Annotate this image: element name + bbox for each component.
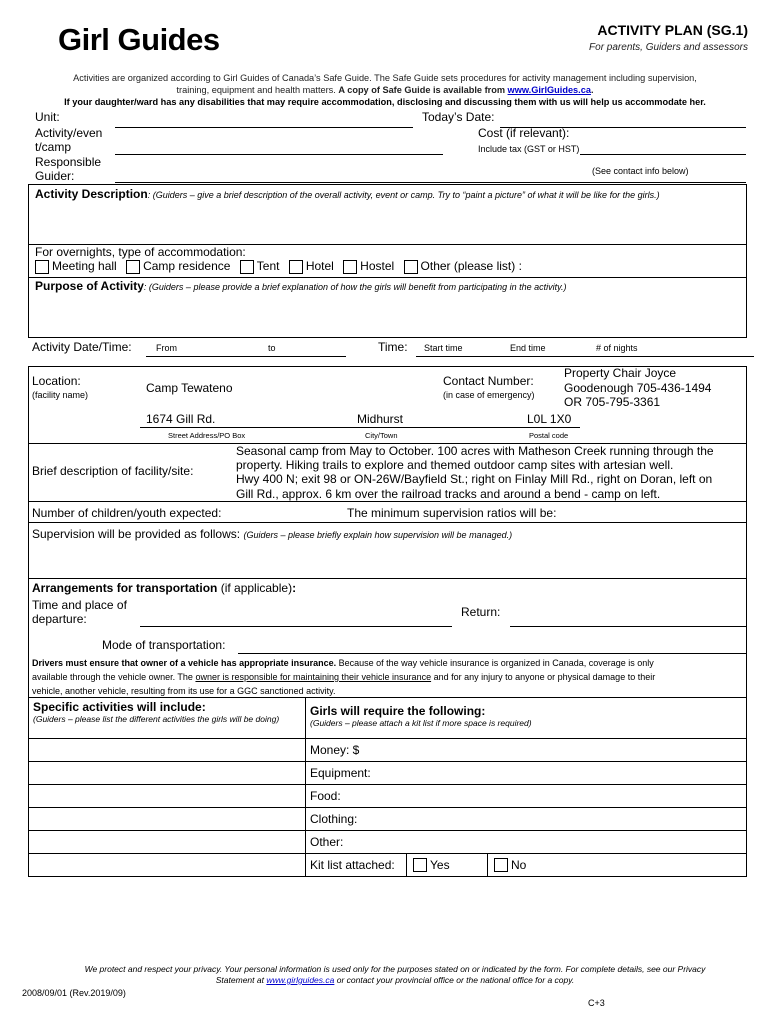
meeting-hall-checkbox[interactable] <box>35 260 49 274</box>
supervision-box[interactable] <box>28 522 747 579</box>
contact-number-sublabel: (in case of emergency) <box>443 390 535 400</box>
table-row <box>29 831 747 854</box>
tent-checkbox[interactable] <box>240 260 254 274</box>
camp-residence-checkbox[interactable] <box>126 260 140 274</box>
girls-require-header: Girls will require the following: (Guiders – please attach a kit list if more space is required) <box>306 698 747 739</box>
from-label: From <box>156 343 177 353</box>
unit-label: Unit: <box>35 110 60 124</box>
nights-label: # of nights <box>596 343 638 353</box>
accommodation-options: Meeting hall Camp residence Tent Hotel Hostel Other (please list) : <box>29 259 522 274</box>
return-field[interactable] <box>510 626 746 627</box>
city-value[interactable]: Midhurst <box>357 412 404 426</box>
kit-table <box>28 697 747 877</box>
money-cell[interactable]: Money: $ <box>306 739 747 762</box>
form-subtitle: For parents, Guiders and assessors <box>589 42 748 53</box>
activity-event-camp-label: Activity/even t/camp <box>35 126 103 154</box>
activity-cell[interactable] <box>29 831 306 854</box>
activity-cell[interactable] <box>29 762 306 785</box>
cost-field[interactable] <box>580 154 746 155</box>
table-row <box>29 808 747 831</box>
purpose-box[interactable] <box>28 278 747 338</box>
clothing-cell[interactable]: Clothing: <box>306 808 747 831</box>
time-field[interactable] <box>416 356 754 357</box>
activity-date-field[interactable] <box>146 356 346 357</box>
other-cell[interactable]: Other: <box>306 831 747 854</box>
include-tax-note: Include tax (GST or HST) <box>478 144 580 154</box>
activity-cell[interactable] <box>29 808 306 831</box>
activity-cell[interactable] <box>29 854 306 877</box>
accommodation-label: For overnights, type of accommodation: <box>35 245 246 259</box>
form-title: ACTIVITY PLAN (SG.1) <box>597 22 748 38</box>
revision-date: 2008/09/01 (Rev.2019/09) <box>22 988 126 998</box>
intro-text: Activities are organized according to Girl Guides of Canada’s Safe Guide. The Safe Guide sets procedures for activity management including supervision, training, equipment and health matters. A copy of Safe Guide is available from www.GirlGuides.ca. If your daughter/ward has any disabilities that may require accommodation, disclosing and discussing them with us will help us accommodate her. <box>64 73 706 107</box>
street-address-label: Street Address/PO Box <box>168 431 246 440</box>
postal-code-label: Postal code <box>529 431 569 440</box>
yes-checkbox[interactable] <box>413 858 427 872</box>
location-label: Location: <box>32 374 81 388</box>
facility-description[interactable]: Seasonal camp from May to October. 100 acres with Matheson Creek running through the property. Hiking trails to explore and themed outdoor camp sites with artesian well. Hwy 400 N; exit 98 or ON-26W/Bayfield St.; right on Finlay Mill Rd., right on Doran, left on Gill Rd., approx. 6 km over the railroad tracks and around a bend - camp on left. <box>236 444 714 501</box>
supervision-hint: (Guiders – please briefly explain how supervision will be managed.) <box>243 530 513 540</box>
privacy-link[interactable]: www.girlguides.ca <box>266 975 335 985</box>
contact-number-label: Contact Number: <box>443 374 534 388</box>
unit-field[interactable] <box>115 127 413 128</box>
activity-cell[interactable] <box>29 739 306 762</box>
cost-label: Cost (if relevant): <box>478 126 570 140</box>
supervision-label: Supervision will be provided as follows: <box>32 527 241 541</box>
address-line <box>140 427 580 428</box>
start-time-label: Start time <box>424 343 463 353</box>
responsible-guider-field[interactable] <box>115 182 746 183</box>
no-checkbox[interactable] <box>494 858 508 872</box>
kit-attached-label: Kit list attached: <box>306 854 407 877</box>
girlguides-link[interactable]: www.GirlGuides.ca <box>507 85 591 95</box>
postal-code-value[interactable]: L0L 1X0 <box>527 412 572 426</box>
responsible-guider-label: Responsible Guider: <box>35 155 102 183</box>
location-sublabel: (facility name) <box>32 390 89 400</box>
end-time-label: End time <box>510 343 546 353</box>
facility-label: Brief description of facility/site: <box>32 464 194 478</box>
other-checkbox[interactable] <box>404 260 418 274</box>
page-code: C+3 <box>588 998 605 1008</box>
hostel-checkbox[interactable] <box>343 260 357 274</box>
mode-label: Mode of transportation: <box>102 638 226 652</box>
accommodation-section <box>28 245 747 278</box>
food-cell[interactable]: Food: <box>306 785 747 808</box>
street-address-value[interactable]: 1674 Gill Rd. <box>146 412 216 426</box>
todays-date-label: Today’s Date: <box>422 110 495 124</box>
table-row <box>29 739 747 762</box>
city-label: City/Town <box>365 431 398 440</box>
contact-number-value[interactable]: Property Chair Joyce Goodenough 705-436-1494 OR 705-795-3361 <box>564 366 712 409</box>
activity-description-label: Activity Description <box>35 187 148 201</box>
transport-label: Arrangements for transportation (if applicable): <box>32 581 297 595</box>
insurance-note: Drivers must ensure that owner of a vehicle has appropriate insurance. Because of the way vehicle insurance is organized in Canada, coverage is only available through the vehicle owner. The owner is responsible for maintaining their vehicle insurance and for any injury to anyone or physical damage to their vehicle, another vehicle, resulting from its use for a GGC sanctioned activity. <box>32 658 656 696</box>
activity-description-hint: : (Guiders – give a brief description of the overall activity, event or camp. Try to “paint a picture” of what it will be like for the girls.) <box>147 190 660 200</box>
departure-label: Time and place of departure: <box>32 598 127 626</box>
time-label: Time: <box>378 340 408 354</box>
children-expected-label: Number of children/youth expected: <box>32 506 222 520</box>
table-row <box>29 762 747 785</box>
hotel-checkbox[interactable] <box>289 260 303 274</box>
see-contact-note: (See contact info below) <box>592 166 689 176</box>
purpose-hint: : (Guiders – please provide a brief explanation of how the girls will benefit from participating in the activity.) <box>143 282 567 292</box>
activity-description-box[interactable] <box>28 184 747 245</box>
activity-date-label: Activity Date/Time: <box>32 340 132 354</box>
activity-event-camp-field[interactable] <box>115 154 443 155</box>
purpose-label: Purpose of Activity <box>35 279 144 293</box>
table-row <box>29 854 747 877</box>
privacy-statement: We protect and respect your privacy. Your personal information is used only for the purposes stated on or indicated by the form. For complete details, see our Privacy Statement at www.girlguides.ca or contact your provincial office or the national office for a copy. <box>84 964 706 985</box>
girl-guides-logo: Girl Guides <box>58 22 220 57</box>
table-row <box>29 785 747 808</box>
kit-no-option[interactable]: No <box>488 854 747 877</box>
activity-cell[interactable] <box>29 785 306 808</box>
specific-activities-header: Specific activities will include: (Guiders – please list the different activities the girls will be doing) <box>29 698 306 739</box>
to-label: to <box>268 343 276 353</box>
kit-yes-option[interactable]: Yes <box>407 854 488 877</box>
return-label: Return: <box>461 605 501 619</box>
equipment-cell[interactable]: Equipment: <box>306 762 747 785</box>
mode-field[interactable] <box>238 653 746 654</box>
departure-field[interactable] <box>140 626 452 627</box>
location-value[interactable]: Camp Tewateno <box>146 381 233 395</box>
supervision-ratios-label: The minimum supervision ratios will be: <box>347 506 557 520</box>
